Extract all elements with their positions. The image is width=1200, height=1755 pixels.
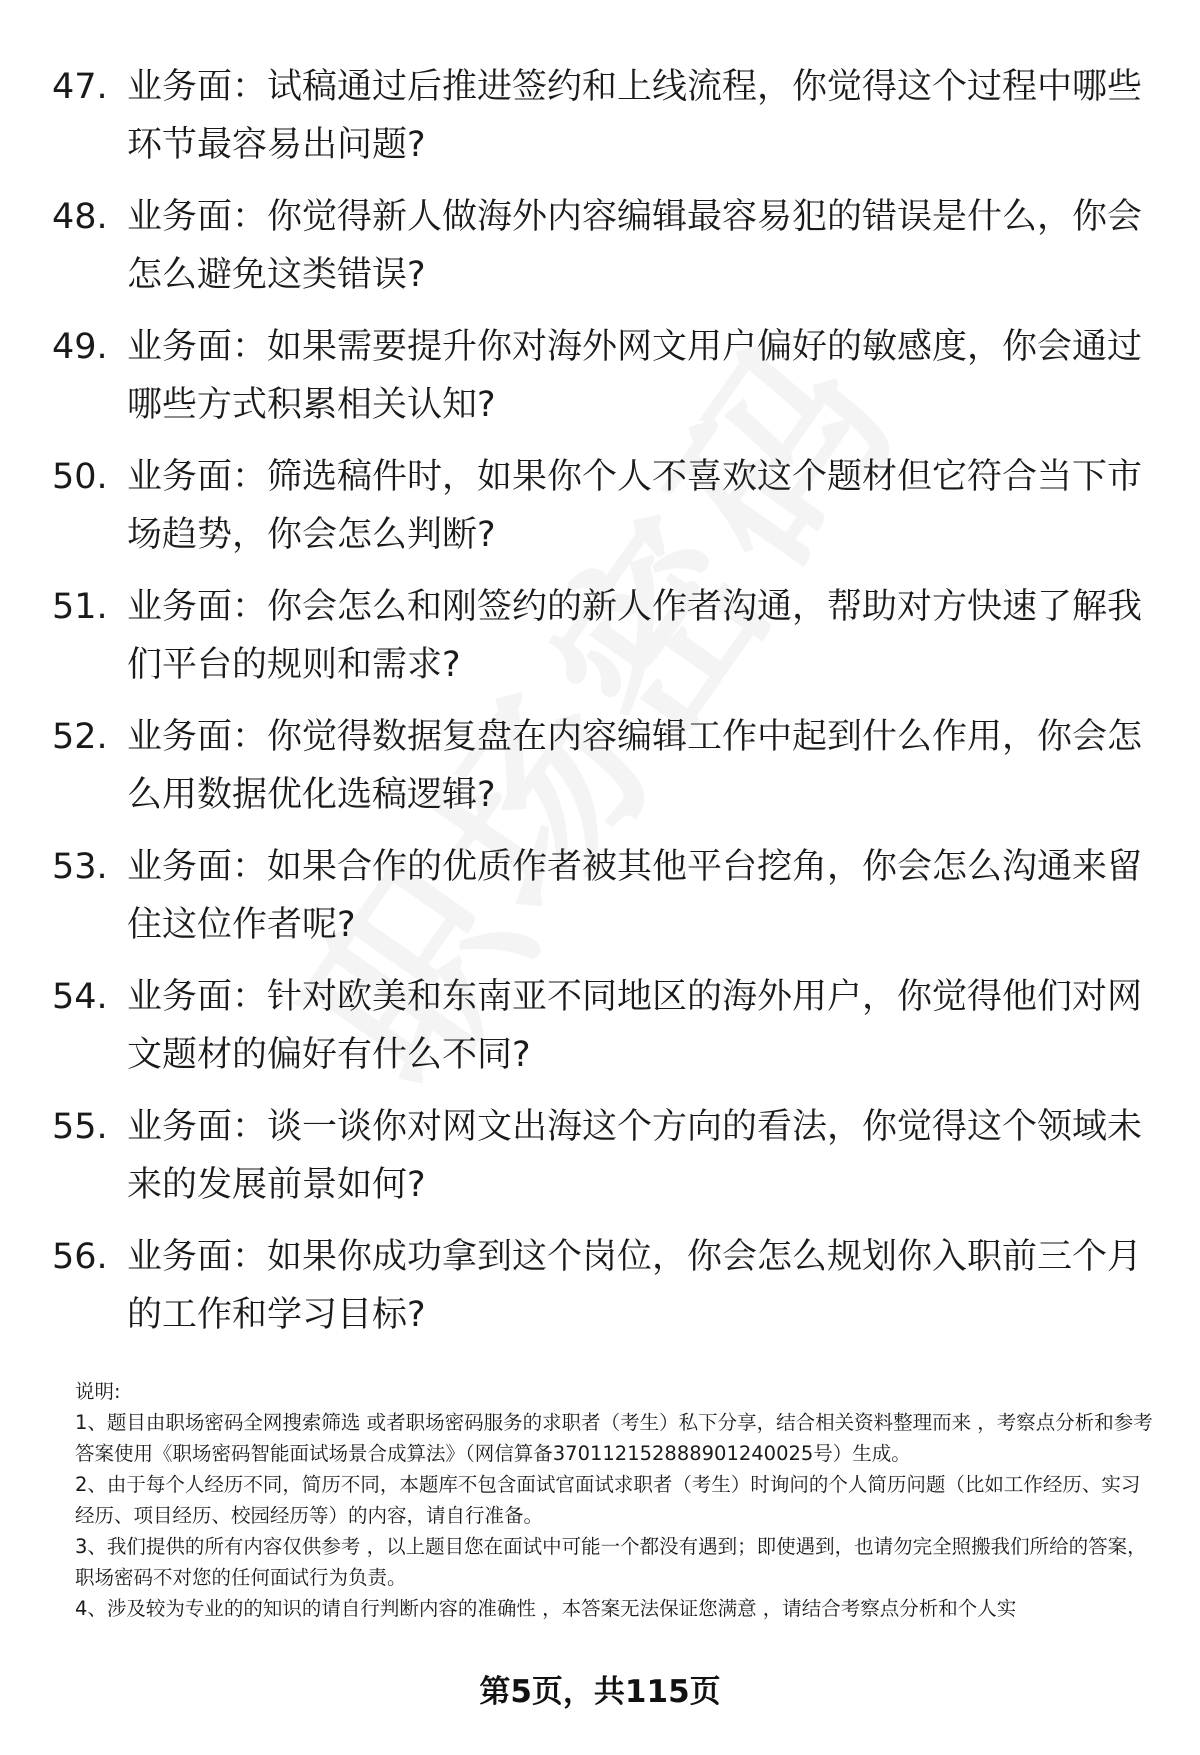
note-item: 4、涉及较为专业的的知识的请自行判断内容的准确性 ，本答案无法保证您满意 ，请结合考察点分析和个人实 <box>75 1597 1017 1620</box>
question-text: 业务面：如果合作的优质作者被其他平台挖角，你会怎么沟通来留住这位作者呢? <box>127 847 1143 945</box>
question-text: 业务面：试稿通过后推进签约和上线流程，你觉得这个过程中哪些环节最容易出问题? <box>127 67 1143 165</box>
question-text: 业务面：针对欧美和东南亚不同地区的海外用户，你觉得他们对网文题材的偏好有什么不同? <box>127 977 1143 1075</box>
question-number: 50. <box>52 457 108 497</box>
question-item <box>0 58 1200 188</box>
question-number: 55. <box>52 1107 108 1147</box>
question-list <box>0 58 1200 1358</box>
question-text: 业务面：筛选稿件时，如果你个人不喜欢这个题材但它符合当下市场趋势，你会怎么判断? <box>127 457 1143 555</box>
question-item <box>0 448 1200 578</box>
notes-heading: 说明: <box>75 1380 121 1403</box>
question-number: 54. <box>52 977 108 1017</box>
question-item <box>0 838 1200 968</box>
question-item <box>0 318 1200 448</box>
question-text: 业务面：如果你成功拿到这个岗位，你会怎么规划你入职前三个月的工作和学习目标? <box>127 1237 1143 1335</box>
question-text: 业务面：谈一谈你对网文出海这个方向的看法，你觉得这个领域未来的发展前景如何? <box>127 1107 1143 1205</box>
question-number: 48. <box>52 197 108 237</box>
question-number: 51. <box>52 587 108 627</box>
question-number: 49. <box>52 327 108 367</box>
question-item <box>0 188 1200 318</box>
question-text: 业务面：你觉得数据复盘在内容编辑工作中起到什么作用，你会怎么用数据优化选稿逻辑? <box>127 717 1143 815</box>
note-item: 2、由于每个人经历不同，简历不同，本题库不包含面试官面试求职者（考生）时询问的个人简历问题（比如工作经历、实习经历、项目经历、校园经历等）的内容，请自行准备。 <box>75 1473 1141 1527</box>
question-item <box>0 708 1200 838</box>
question-number: 52. <box>52 717 108 757</box>
question-text: 业务面：如果需要提升你对海外网文用户偏好的敏感度，你会通过哪些方式积累相关认知? <box>127 327 1143 425</box>
question-number: 47. <box>52 67 108 107</box>
page-number: 第5页，共115页 <box>479 1674 721 1710</box>
question-item <box>0 968 1200 1098</box>
question-item <box>0 1098 1200 1228</box>
question-text: 业务面：你觉得新人做海外内容编辑最容易犯的错误是什么，你会怎么避免这类错误? <box>127 197 1143 295</box>
question-number: 56. <box>52 1237 108 1277</box>
question-item <box>0 1228 1200 1358</box>
note-item: 1、题目由职场密码全网搜索筛选 或者职场密码服务的求职者（考生）私下分享，结合相关资料整理而来 ，考察点分析和参考答案使用《职场密码智能面试场景合成算法》（网信算备370112152888901240025号）生成。 <box>75 1411 1153 1465</box>
question-text: 业务面：你会怎么和刚签约的新人作者沟通，帮助对方快速了解我们平台的规则和需求? <box>127 587 1143 685</box>
question-number: 53. <box>52 847 108 887</box>
note-item: 3、我们提供的所有内容仅供参考 ，以上题目您在面试中可能一个都没有遇到；即使遇到，也请勿完全照搬我们所给的答案，职场密码不对您的任何面试行为负责。 <box>75 1535 1147 1589</box>
question-item <box>0 578 1200 708</box>
notes-section <box>75 1376 1155 1624</box>
